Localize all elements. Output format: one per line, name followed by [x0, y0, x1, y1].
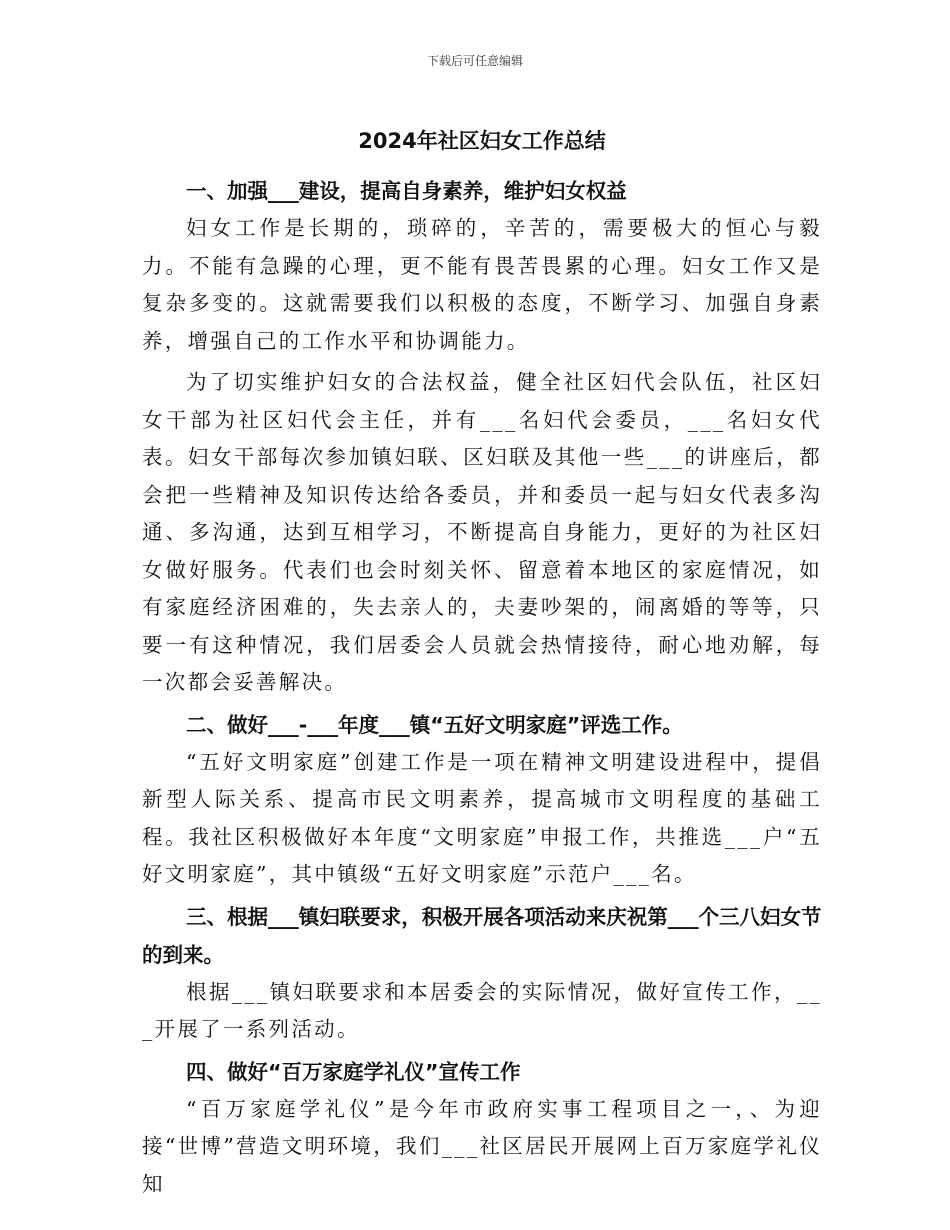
document-body — [142, 118, 822, 1205]
section-heading-1: 一、加强___建设，提高自身素养，维护妇女权益 — [186, 179, 627, 203]
paragraph: 妇女工作是长期的，琐碎的，辛苦的，需要极大的恒心与毅力。不能有急躁的心理，更不能有畏苦畏累的心理。妇女工作又是复杂多变的。这就需要我们以积极的态度，不断学习、加强自身素养，增强自己的工作水平和协调能力。 — [142, 216, 822, 353]
section-heading-4: 四、做好“百万家庭学礼仪”宣传工作 — [186, 1059, 521, 1084]
paragraph: “百万家庭学礼仪”是今年市政府实事工程项目之一，、为迎接“世博”营造文明环境，我们___社区居民开展网上百万家庭学礼仪知 — [142, 1096, 822, 1196]
paragraph: 根据___镇妇联要求和本居委会的实际情况，做好宣传工作，___开展了一系列活动。 — [142, 979, 822, 1041]
header-note: 下载后可任意编辑 — [426, 54, 523, 68]
document-title: 2024年社区妇女工作总结 — [358, 129, 606, 153]
section-heading-3: 三、根据___镇妇联要求，积极开展各项活动来庆祝第___个三八妇女节的到来。 — [142, 904, 822, 967]
paragraph: “五好文明家庭”创建工作是一项在精神文明建设进程中，提倡新型人际关系、提高市民文明素养，提高城市文明程度的基础工程。我社区积极做好本年度“文明家庭”申报工作，共推选___户“五好文明家庭”，其中镇级“五好文明家庭”示范户___名。 — [142, 749, 822, 886]
section-heading-2: 二、做好___-___年度___镇“五好文明家庭”评选工作。 — [186, 712, 683, 737]
paragraph: 为了切实维护妇女的合法权益，健全社区妇代会队伍，社区妇女干部为社区妇代会主任，并有___名妇代会委员，___名妇女代表。妇女干部每次参加镇妇联、区妇联及其他一些___的讲座后，都会把一些精神及知识传达给各委员，并和委员一起与妇女代表多沟通、多沟通，达到互相学习，不断提高自身能力，更好的为社区妇女做好服务。代表们也会时刻关怀、留意着本地区的家庭情况，如有家庭经济困难的，失去亲人的，夫妻吵架的，闹离婚的等等，只要一有这种情况，我们居委会人员就会热情接待，耐心地劝解，每一次都会妥善解决。 — [142, 370, 822, 694]
